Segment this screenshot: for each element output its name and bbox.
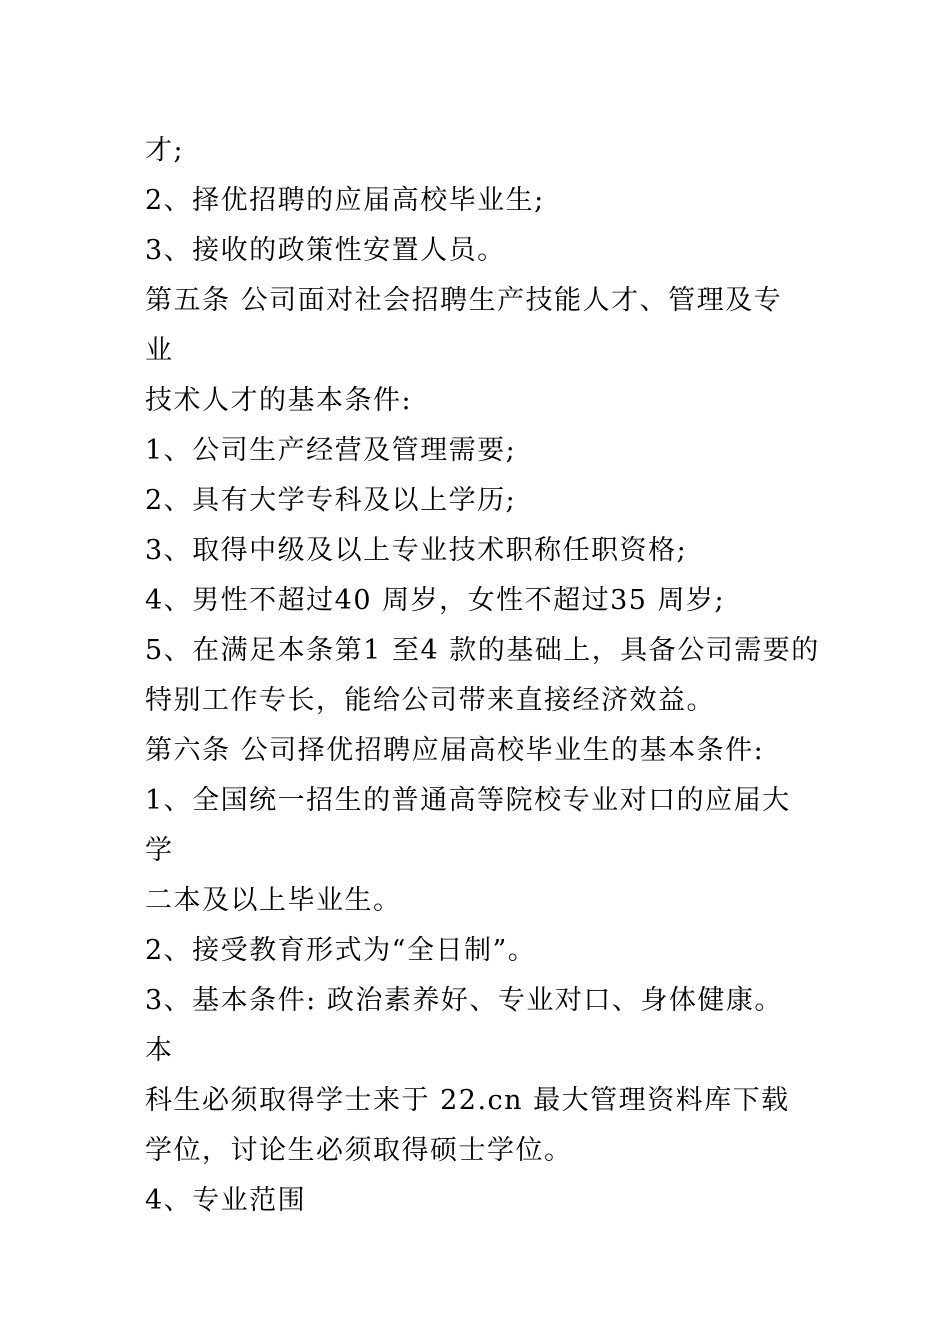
text-line: 3、取得中级及以上专业技术职称任职资格; — [145, 535, 688, 566]
text-line: 二本及以上毕业生。 — [145, 885, 402, 916]
text-line: 2、择优招聘的应届高校毕业生; — [145, 185, 545, 216]
text-line: 5、在满足本条第1 至4 款的基础上，具备公司需要的 — [145, 635, 820, 666]
text-line: 3、接收的政策性安置人员。 — [145, 235, 506, 266]
article-heading: 第六条 公司择优招聘应届高校毕业生的基本条件: — [145, 735, 765, 766]
text-line: 4、专业范围 — [145, 1185, 307, 1216]
text-line: 2、接受教育形式为“全日制”。 — [145, 935, 537, 966]
article-heading: 第五条 公司面对社会招聘生产技能人才、管理及专 — [145, 285, 783, 316]
text-line: 本 — [145, 1035, 174, 1066]
text-line: 才; — [145, 135, 185, 166]
text-line: 3、基本条件: 政治素养好、专业对口、身体健康。 — [145, 985, 783, 1016]
text-line: 1、全国统一招生的普通高等院校专业对口的应届大 — [145, 785, 791, 816]
text-line: 1、公司生产经营及管理需要; — [145, 435, 517, 466]
text-line: 技术人才的基本条件: — [145, 385, 413, 416]
text-line: 特别工作专长，能给公司带来直接经济效益。 — [145, 685, 715, 716]
text-line: 科生必须取得学士来于 22.cn 最大管理资料库下载 — [145, 1085, 790, 1116]
text-line: 学 — [145, 835, 174, 866]
text-line: 2、具有大学专科及以上学历; — [145, 485, 517, 516]
document-body — [145, 126, 825, 1226]
text-line: 业 — [145, 335, 174, 366]
text-line: 学位，讨论生必须取得硕士学位。 — [145, 1135, 573, 1166]
text-line: 4、男性不超过40 周岁，女性不超过35 周岁; — [145, 585, 726, 616]
